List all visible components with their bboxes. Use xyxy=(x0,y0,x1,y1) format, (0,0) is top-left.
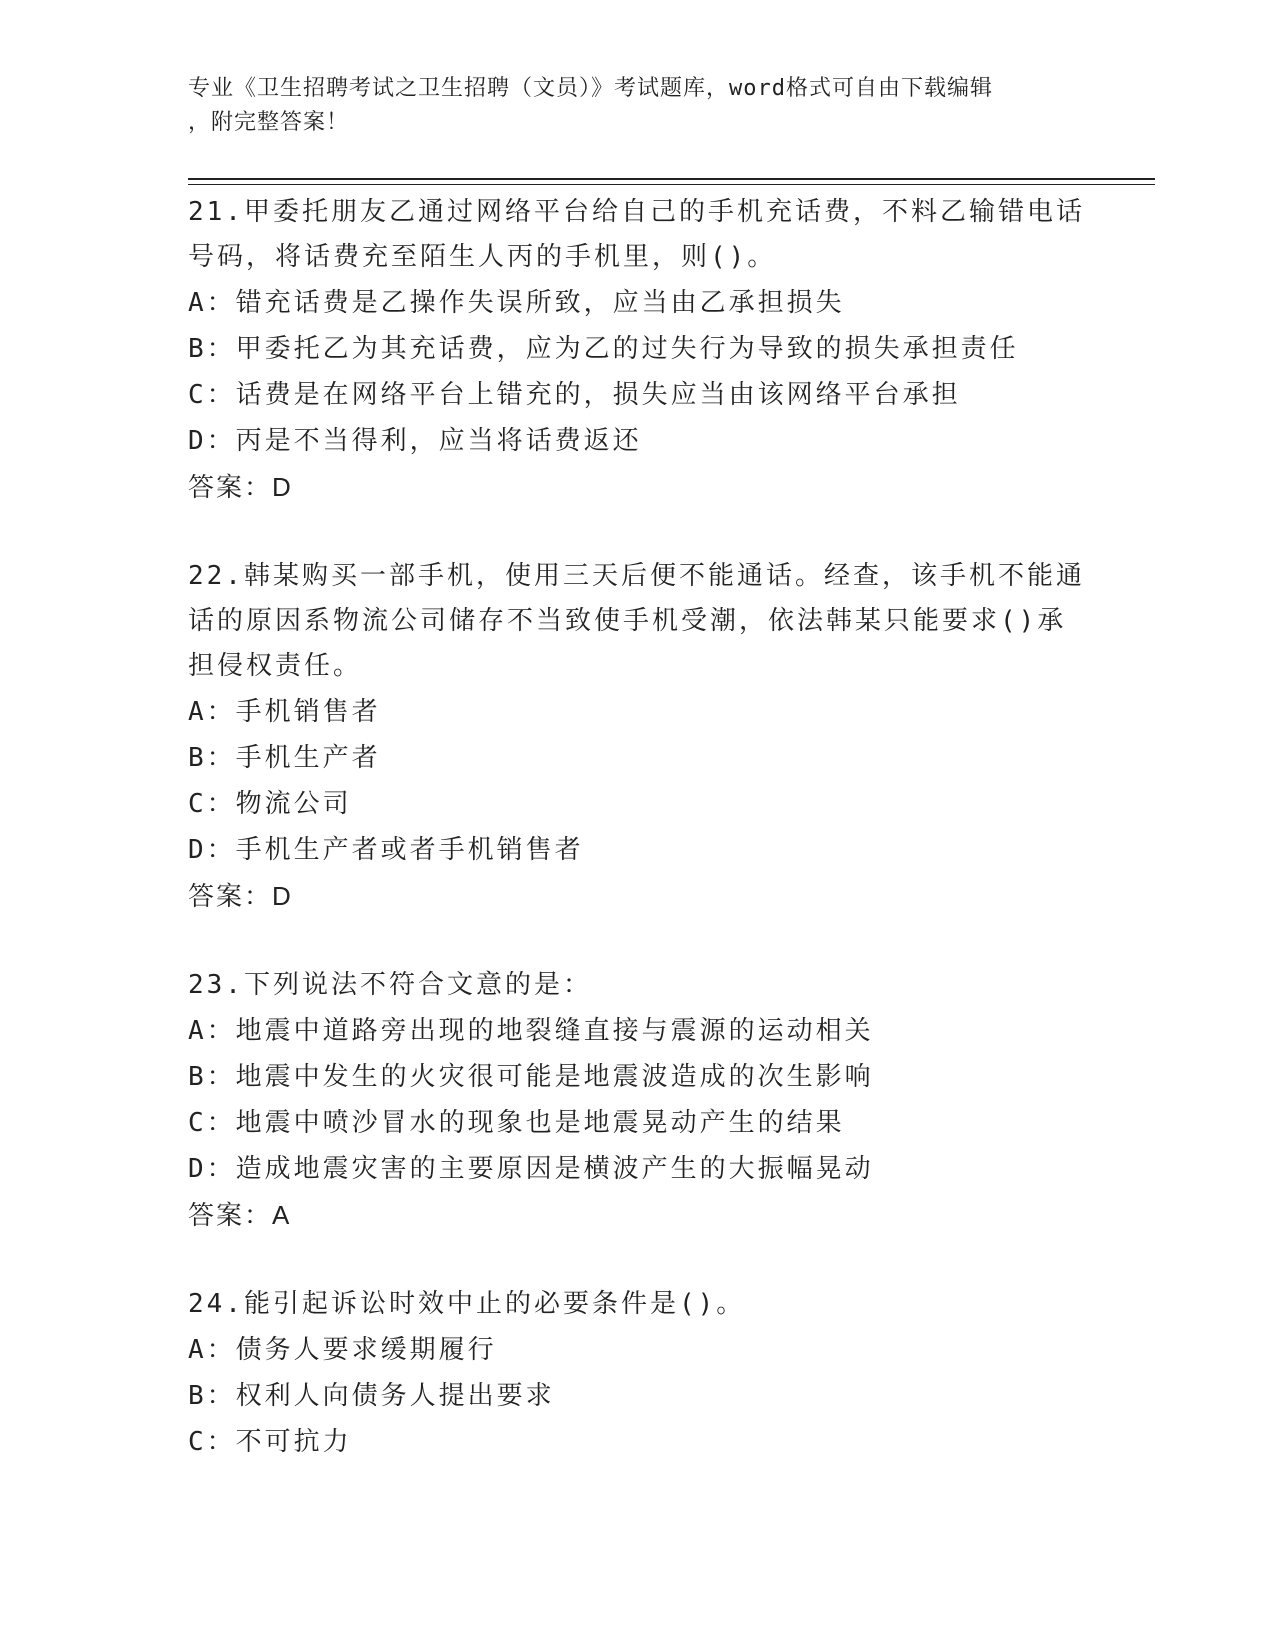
question-spacer xyxy=(188,510,1088,554)
question-spacer xyxy=(188,919,1088,963)
option-d: D：造成地震灾害的主要原因是横波产生的大振幅晃动 xyxy=(188,1154,874,1184)
question-list xyxy=(188,190,1088,1465)
option-d: D：手机生产者或者手机销售者 xyxy=(188,835,584,865)
option-b: B：地震中发生的火灾很可能是地震波造成的次生影响 xyxy=(188,1062,874,1092)
question-text: 22.韩某购买一部手机，使用三天后便不能通话。经查，该手机不能通话的原因系物流公司储存不当致使手机受潮，依法韩某只能要求()承担侵权责任。 xyxy=(188,561,1085,681)
option-c: C：物流公司 xyxy=(188,789,352,819)
option-a: A：债务人要求缓期履行 xyxy=(188,1335,497,1365)
header-rule-thin xyxy=(188,184,1155,185)
header-line-2: ，附完整答案！ xyxy=(188,110,350,135)
question-spacer xyxy=(188,1238,1088,1282)
question-24 xyxy=(188,1282,1088,1465)
option-c: C：话费是在网络平台上错充的，损失应当由该网络平台承担 xyxy=(188,380,961,410)
document-header xyxy=(188,72,1068,140)
question-22 xyxy=(188,554,1088,919)
header-rule-thick xyxy=(188,178,1155,180)
option-a: A：地震中道路旁出现的地裂缝直接与震源的运动相关 xyxy=(188,1016,874,1046)
option-a: A：手机销售者 xyxy=(188,697,381,727)
question-text: 21.甲委托朋友乙通过网络平台给自己的手机充话费，不料乙输错电话号码，将话费充至陌生人丙的手机里，则()。 xyxy=(188,197,1085,272)
question-text: 24.能引起诉讼时效中止的必要条件是()。 xyxy=(188,1289,746,1319)
answer-label: 答案：A xyxy=(188,1200,292,1230)
header-line-1: 专业《卫生招聘考试之卫生招聘（文员）》考试题库，word格式可自由下载编辑 xyxy=(188,76,993,101)
option-c: C：不可抗力 xyxy=(188,1427,352,1457)
answer-label: 答案：D xyxy=(188,472,293,502)
question-21 xyxy=(188,190,1088,510)
option-b: B：手机生产者 xyxy=(188,743,381,773)
option-a: A：错充话费是乙操作失误所致，应当由乙承担损失 xyxy=(188,288,845,318)
answer-label: 答案：D xyxy=(188,881,293,911)
question-text: 23.下列说法不符合文意的是： xyxy=(188,970,592,1000)
question-23 xyxy=(188,963,1088,1238)
option-b: B：甲委托乙为其充话费，应为乙的过失行为导致的损失承担责任 xyxy=(188,334,1019,364)
option-d: D：丙是不当得利，应当将话费返还 xyxy=(188,426,642,456)
option-b: B：权利人向债务人提出要求 xyxy=(188,1381,555,1411)
option-c: C：地震中喷沙冒水的现象也是地震晃动产生的结果 xyxy=(188,1108,845,1138)
